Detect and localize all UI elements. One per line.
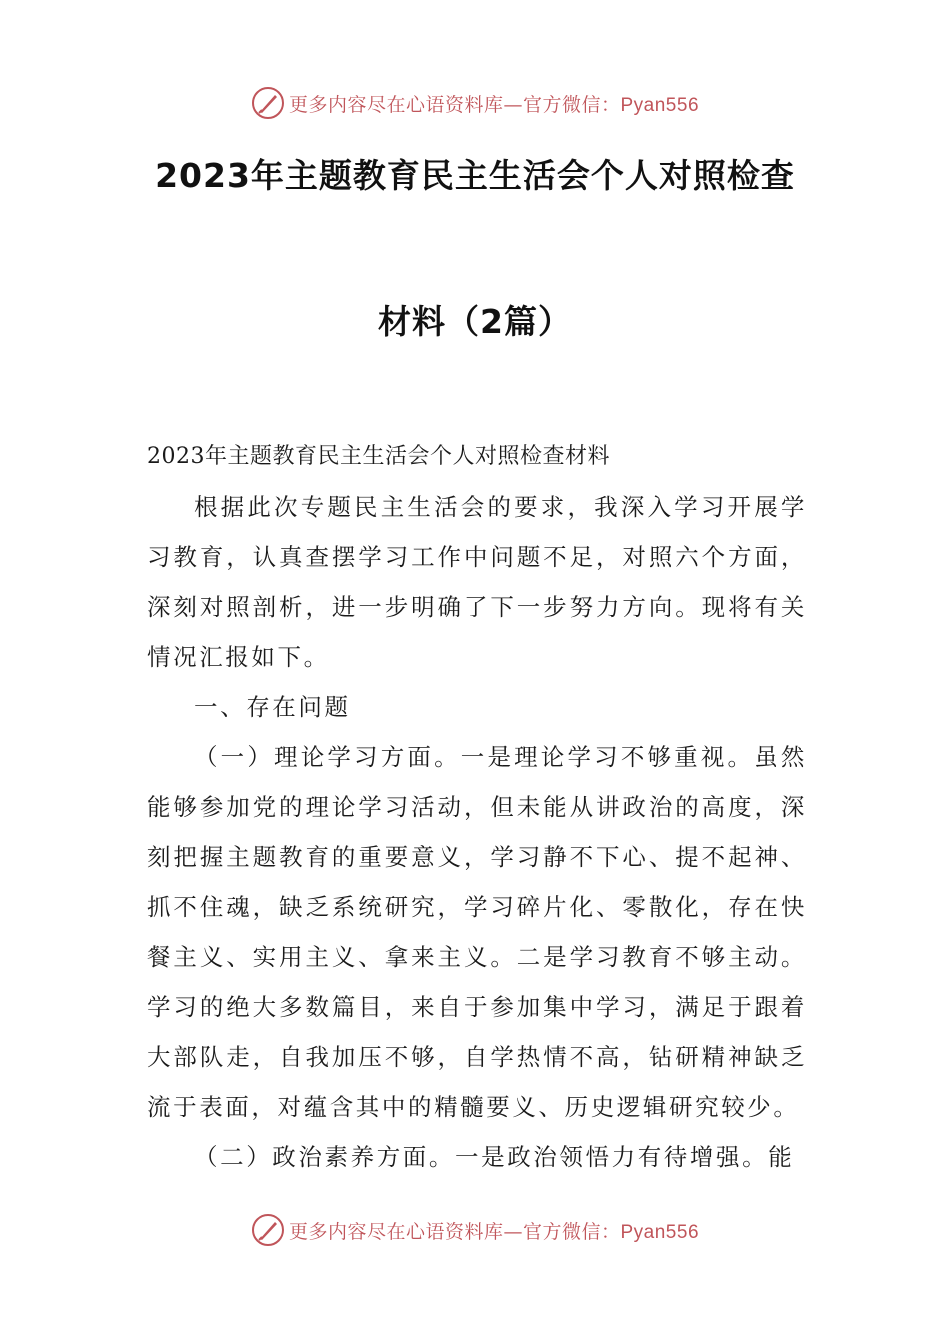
watermark-text: 更多内容尽在心语资料库—官方微信：Pyan556 <box>288 1220 700 1243</box>
paragraph-political-quality: （二）政治素养方面。一是政治领悟力有待增强。能 <box>194 1143 795 1171</box>
paragraph-intro: 根据此次专题民主生活会的要求，我深入学习开展学习教育，认真查摆学习工作中问题不足，对照六个方面，深刻对照剖析，进一步明确了下一步努力方向。现将有关情况汇报如下。 <box>147 493 807 671</box>
watermark-text: 更多内容尽在心语资料库—官方微信：Pyan556 <box>288 93 700 116</box>
document-title-line-1: 2023年主题教育民主生活会个人对照检查 <box>155 156 795 195</box>
section-subtitle: 2023年主题教育民主生活会个人对照检查材料 <box>147 444 610 469</box>
document-title-line-2: 材料（2篇） <box>378 302 572 341</box>
paragraph-theory-study: （一）理论学习方面。一是理论学习不够重视。虽然能够参加党的理论学习活动，但未能从讲政治的高度，深刻把握主题教育的重要意义，学习静不下心、提不起神、抓不住魂，缺乏系统研究，学习碎片化、零散化，存在快餐主义、实用主义、拿来主义。二是学习教育不够主动。学习的绝大多数篇目，来自于参加集中学习，满足于跟着大部队走，自我加压不够，自学热情不高，钻研精神缺乏流于表面，对蕴含其中的精髓要义、历史逻辑研究较少。 <box>147 743 807 1121</box>
section-heading-problems: 一、存在问题 <box>194 693 351 721</box>
footer-watermark <box>0 1210 950 1250</box>
document-body <box>147 432 807 1182</box>
quill-logo-icon <box>251 1213 285 1247</box>
quill-logo-icon <box>251 86 285 120</box>
header-watermark <box>0 83 950 123</box>
